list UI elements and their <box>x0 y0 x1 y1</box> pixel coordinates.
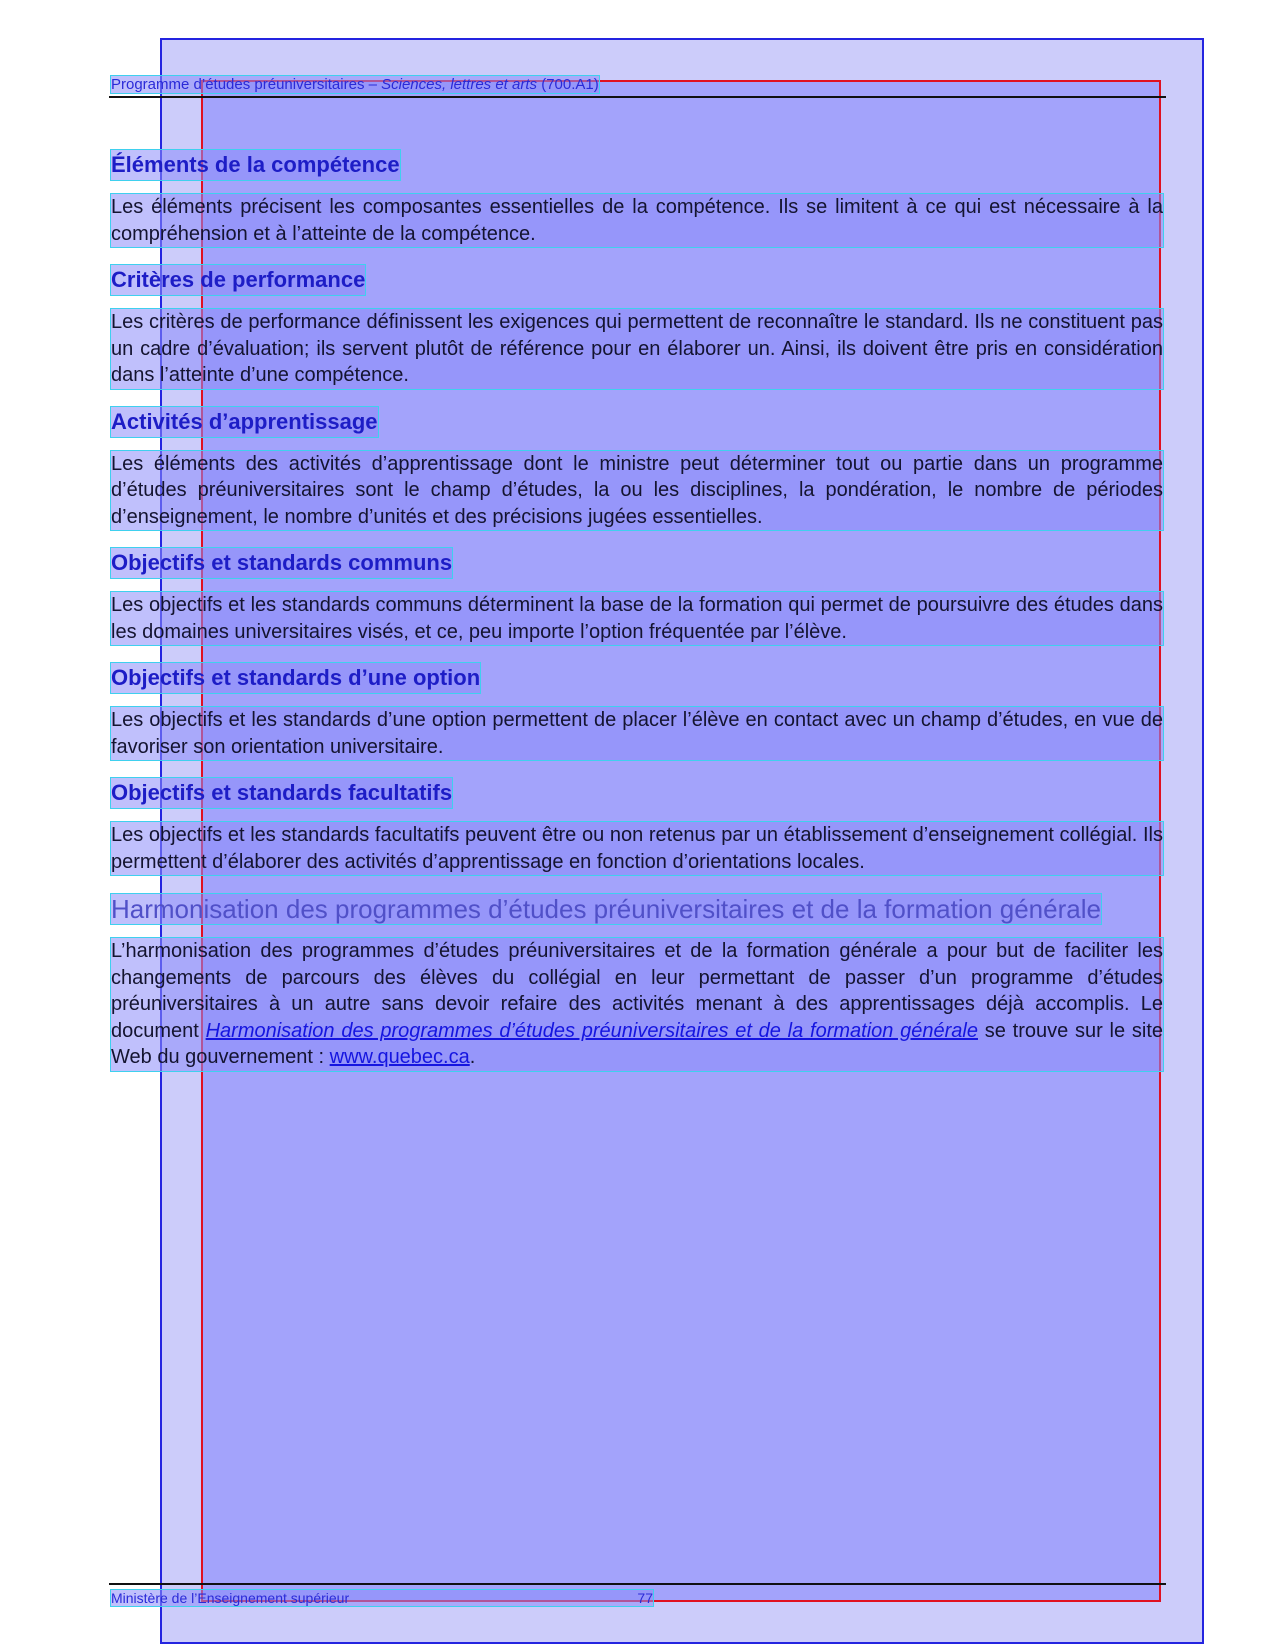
page-number: 77 <box>637 1590 653 1606</box>
section-heading: Éléments de la compétence <box>111 150 400 180</box>
section-heading: Objectifs et standards facultatifs <box>111 778 452 808</box>
section-criteres <box>111 265 1163 389</box>
section-paragraph: Les objectifs et les standards d’une option permettent de placer l’élève en contact avec un champ d’études, en vue de favoriser son orientation universitaire. <box>111 707 1163 760</box>
section-paragraph: Les objectifs et les standards communs déterminent la base de la formation qui permet de poursuivre des études dans les domaines universitaires visés, et ce, peu importe l’option fréquentée par l’élève. <box>111 592 1163 645</box>
header-program-code: (700.A1) <box>537 76 599 93</box>
footer-divider <box>109 1583 1166 1585</box>
document-page <box>111 0 1166 1651</box>
section-paragraph: Les critères de performance définissent les exigences qui permettent de reconnaître le standard. Ils ne constituent pas un cadre d’évaluation; ils servent plutôt de référence pour en élaborer un. Ainsi, ils doivent être pris en considération dans l’atteinte d’une compétence. <box>111 309 1163 389</box>
section-option <box>111 663 1163 760</box>
harmonisation-heading: Harmonisation des programmes d’études préuniversitaires et de la formation générale <box>111 894 1101 924</box>
header-divider <box>109 96 1166 98</box>
footer-ministry: Ministère de l’Enseignement supérieur <box>111 1590 350 1606</box>
section-heading: Objectifs et standards communs <box>111 548 452 578</box>
section-elements <box>111 150 1163 247</box>
harmonisation-document-link[interactable]: Harmonisation des programmes d’études préuniversitaires et de la formation générale <box>205 1019 978 1042</box>
section-paragraph: Les objectifs et les standards facultatifs peuvent être ou non retenus par un établissement d’enseignement collégial. Ils permettent d’élaborer des activités d’apprentissage en fonction d’orientations locales. <box>111 822 1163 875</box>
section-heading: Activités d’apprentissage <box>111 407 378 437</box>
quebec-website-link[interactable]: www.quebec.ca <box>329 1046 470 1068</box>
section-facultatifs <box>111 778 1163 875</box>
main-content <box>111 150 1163 1089</box>
header-program-title: Sciences, lettres et arts <box>381 76 538 93</box>
section-communs <box>111 548 1163 645</box>
section-paragraph: Les éléments précisent les composantes essentielles de la compétence. Ils se limitent à ce qui est nécessaire à la compréhension et à l’atteinte de la compétence. <box>111 194 1163 247</box>
header-program: Programme d’études préuniversitaires – <box>111 76 382 93</box>
section-activites <box>111 407 1163 531</box>
running-header <box>111 76 599 93</box>
running-footer <box>111 1590 653 1606</box>
section-paragraph: Les éléments des activités d’apprentissage dont le ministre peut déterminer tout ou partie dans un programme d’études préuniversitaires sont le champ d’études, la ou les disciplines, la pondération, le nombre de périodes d’enseignement, le nombre d’unités et des précisions jugées essentielles. <box>111 451 1163 531</box>
section-heading: Critères de performance <box>111 265 365 295</box>
section-heading: Objectifs et standards d’une option <box>111 663 480 693</box>
harmonisation-paragraph: L’harmonisation des programmes d’études préuniversitaires et de la formation générale a pour but de faciliter les changements de parcours des élèves du collégial en leur permettant de passer d’un programme d’études préuniversitaires à un autre sans devoir refaire des activités menant à des apprentissages déjà accomplis. Le document Harmonisation des programmes d’études préuniversitaires et de la formation générale se trouve sur le site Web du gouvernement : www.quebec.ca. <box>111 938 1163 1071</box>
